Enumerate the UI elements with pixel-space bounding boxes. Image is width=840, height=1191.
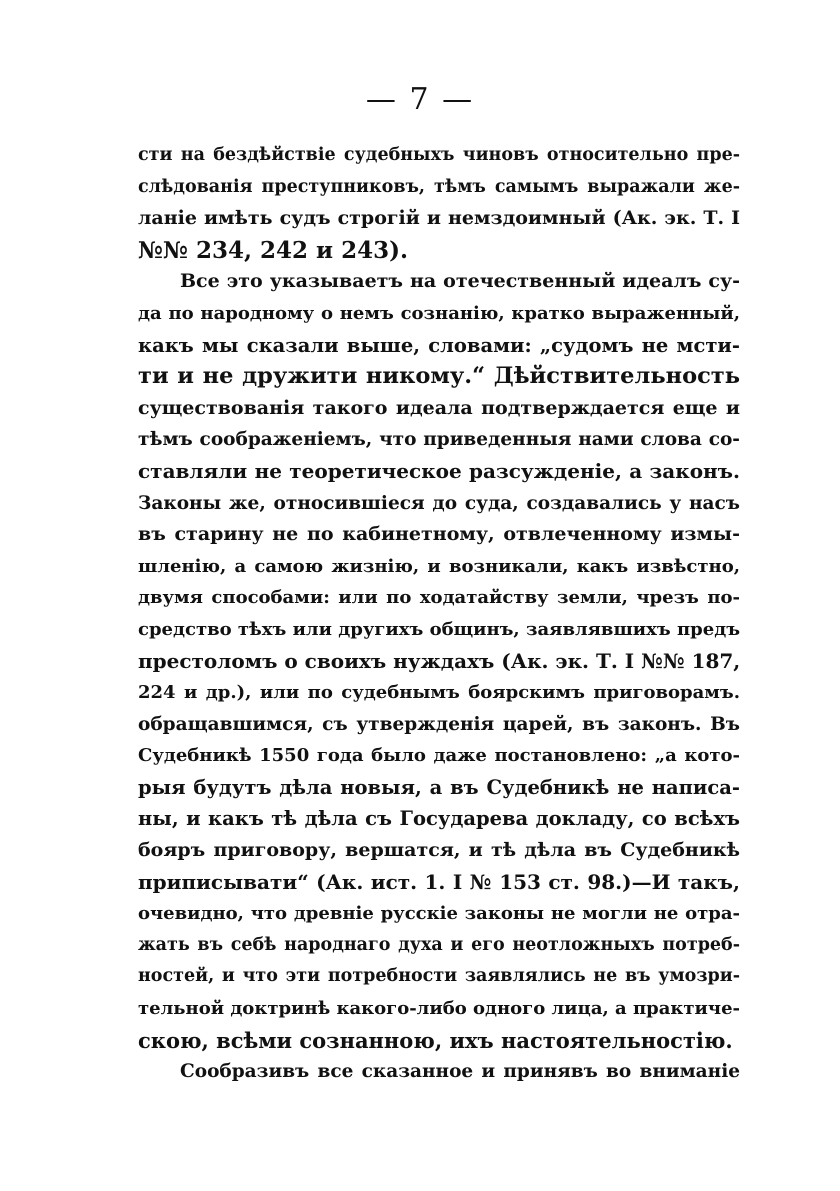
text-line-29: скою, всѣми сознанною, ихъ настоятельностію. (138, 1027, 733, 1053)
text-line-12: Законы же, относившіеся до суда, создавались у насъ (138, 492, 740, 514)
text-line-25: очевидно, что древніе русскіе законы не могли не отра- (138, 903, 740, 925)
text-line-17: престоломъ о своихъ нуждахъ (Ак. эк. Т. I №№ 187, (138, 648, 740, 673)
text-line-7: какъ мы сказали выше, словами: „судомъ не мсти- (138, 333, 740, 357)
text-line-18: 224 и др.), или по судебнымъ боярскимъ приговорамъ. (138, 682, 740, 704)
text-line-10: тѣмъ соображеніемъ, что приведенныя нами слова со- (138, 429, 740, 451)
text-line-2: слѣдованія преступниковъ, тѣмъ самымъ выражали же- (138, 176, 740, 197)
text-line-28: тельной доктринѣ какого-либо одного лица, а практиче- (138, 998, 740, 1020)
text-line-14: шленію, а самою жизнію, и возникали, какъ извѣстно, (138, 555, 740, 577)
text-line-13: въ старину не по кабинетному, отвлеченному измы- (138, 523, 740, 546)
text-line-23: бояръ приговору, вершатся, и тѣ дѣла въ Судебникѣ (138, 839, 740, 862)
text-line-16: средство тѣхъ или другихъ общинъ, заявлявшихъ предъ (138, 618, 740, 640)
text-line-9: существованія такого идеала подтверждается еще и (138, 396, 740, 419)
text-line-22: ны, и какъ тѣ дѣла съ Государева докладу, со всѣхъ (138, 807, 740, 831)
text-line-21: рыя будутъ дѣла новыя, а въ Судебникѣ не написа- (138, 775, 740, 799)
text-line-4: №№ 234, 242 и 243). (138, 236, 409, 264)
page-number: — 7 — (365, 82, 475, 117)
text-line-24: приписывати“ (Ак. ист. 1. I № 153 ст. 98.)—И такъ, (138, 869, 740, 894)
text-line-15: двумя способами: или по ходатайству земли, чрезъ по- (138, 587, 740, 609)
text-line-6: да по народному о немъ сознанію, кратко выраженный, (138, 302, 740, 324)
text-line-3: ланіе имѣть судъ строгій и немздоимный (Ак. эк. Т. I (138, 207, 740, 230)
text-line-11: ставляли не теоретическое разсужденіе, а законъ. (138, 458, 740, 483)
text-line-1: сти на бездѣйствіе судебныхъ чиновъ относительно пре- (138, 145, 740, 165)
text-line-19: обращавшимся, съ утвержденія царей, въ законъ. Въ (138, 713, 740, 735)
text-line-30: Сообразивъ все сказанное и принявъ во вниманіе (180, 1061, 740, 1083)
text-line-26: жать въ себѣ народнаго духа и его неотложныхъ потреб- (138, 934, 740, 955)
text-line-5: Все это указываетъ на отечественный идеалъ су- (180, 270, 740, 293)
text-line-8: ти и не дружити никому.“ Дѣйствительность (138, 363, 740, 390)
body-text (138, 140, 740, 1088)
text-line-20: Судебникѣ 1550 года было даже постановлено: „а кото- (138, 745, 740, 767)
text-line-27: ностей, и что эти потребности заявлялись не въ умозри- (138, 966, 740, 987)
